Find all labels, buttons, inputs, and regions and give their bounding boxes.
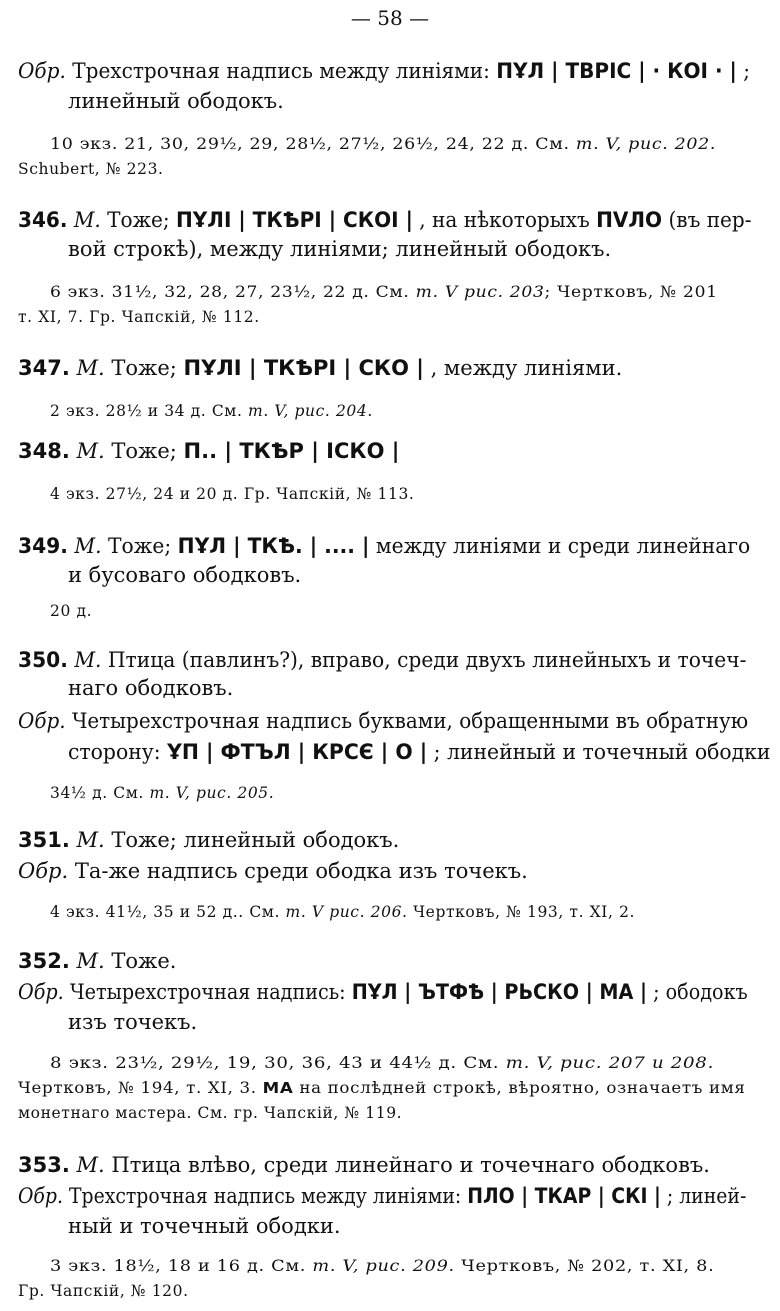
text-segment: Четырехстрочная надпись: [63,980,352,1004]
note-line [50,483,414,505]
text-segment: Чертковъ, № 193, т. XI, 2. [407,903,636,921]
text-segment: Трехстрочная надпись между линіями: [62,1184,468,1208]
text-segment: Птица влѣво, среди линейнаго и точечнаго ободковъ. [104,1153,710,1177]
note-line [50,281,718,303]
entry-line [18,205,752,235]
side-label: М. [76,828,105,852]
text-segment: Schubert, № 223. [18,160,164,178]
text-segment: Четырехстрочная надпись буквами, обращенными въ обратную [65,709,749,733]
entry-line [18,946,176,976]
entry-line [18,56,750,86]
entry-line [68,673,233,703]
note-line [50,600,92,622]
coin-inscription: ПҰЛ | ТВРІС | · КОІ · | [496,59,737,83]
entry-line [68,737,770,767]
coin-inscription: МА [262,1079,294,1097]
text-segment: сторону: [68,740,168,764]
text-segment: 3 экз. 18½, 18 и 16 д. См. [50,1257,313,1275]
text-segment: Тоже; [101,534,178,558]
coin-inscription: П.. | ТКѢР | ІСКО | [183,439,400,463]
text-segment: т. XI, 7. Гр. Чапскій, № 112. [18,308,260,326]
text-segment: Трехстрочная надпись между линіями: [65,59,497,83]
entry-number: 348. [18,439,70,463]
entry-line [18,1181,746,1211]
page-number: — 58 — [350,6,430,30]
note-line [50,400,373,422]
text-segment: вой строкѣ), между линіями; линейный ободокъ. [68,237,612,261]
text-segment [70,828,77,852]
note-line [50,1255,714,1277]
side-label: Обр. [18,1184,63,1208]
note-line [18,306,260,328]
coin-inscription: ПҰЛІ | ТКѢРІ | СКОІ | [175,208,413,232]
side-label: М. [74,648,102,672]
side-label: М. [76,356,105,380]
entry-number: 346. [18,208,68,232]
text-segment: и бусоваго ободковъ. [68,563,302,587]
plate-reference: т. V рис. 206. [285,903,408,921]
text-segment: наго ободковъ. [68,676,234,700]
entry-line [68,234,611,264]
text-segment: Тоже; линейный ободокъ. [104,828,400,852]
text-segment: между линіями и среди линейнаго [369,534,751,558]
entry-number: 353. [18,1153,70,1177]
coin-inscription: ПҰЛІ | ТКѢРІ | СКО | [183,356,424,380]
entry-number: 349. [18,534,68,558]
text-segment: монетнаго мастера. См. гр. Чапскій, № 119. [18,1104,403,1122]
text-segment [70,439,77,463]
side-label: Обр. [18,709,66,733]
text-segment: Тоже; [104,439,184,463]
plate-reference: т. V, рис. 202. [575,135,717,153]
note-line [18,1102,402,1124]
plate-reference: т. V, рис. 209. [312,1257,455,1275]
entry-number: 350. [18,648,68,672]
text-segment [70,949,77,973]
coin-inscription: ҰП | ФТЪЛ | КРСЄ | О | [167,740,428,764]
entry-line [18,1150,710,1180]
side-label: Обр. [18,59,66,83]
entry-line [18,856,528,886]
entry-line [68,1007,197,1037]
note-line [18,1077,746,1099]
entry-line [68,86,284,116]
text-segment: Тоже; [100,208,176,232]
text-segment: , на нѣкоторыхъ [412,208,597,232]
side-label: Обр. [18,980,64,1004]
text-segment: Чертковъ, № 194, т. XI, 3. [18,1079,263,1097]
entry-number: 352. [18,949,70,973]
text-segment [70,356,77,380]
coin-inscription: ПЛО | ТКАР | СКІ | [467,1184,661,1208]
coin-inscription: ПҰЛ | ТКѢ. | .... | [177,534,370,558]
text-segment: ; [736,59,751,83]
text-segment: Птица (павлинъ?), вправо, среди двухъ линейныхъ и точеч- [101,648,747,672]
text-segment: изъ точекъ. [68,1010,198,1034]
text-segment: на послѣдней строкѣ, вѣроятно, означаетъ имя [293,1079,746,1097]
text-segment: 4 экз. 27½, 24 и 20 д. Гр. Чапскій, № 113. [50,485,415,503]
text-segment: 8 экз. 23½, 29½, 19, 30, 36, 43 и 44½ д. См. [50,1054,506,1072]
plate-reference: т. V, рис. 207 и 208. [505,1054,715,1072]
text-segment: ; линейный и точечный ободки [427,740,771,764]
note-line [50,133,716,155]
side-label: М. [76,1153,105,1177]
coin-inscription: ПҰЛ | ЪТФѢ | РЬСКО | МА | [351,980,647,1004]
entry-number: 347. [18,356,70,380]
note-line [50,782,274,804]
side-label: Обр. [18,859,69,883]
entry-line [18,436,399,466]
entry-line [18,645,746,675]
text-segment: 20 д. [50,602,93,620]
text-segment [70,1153,77,1177]
text-segment: Тоже; [104,356,184,380]
entry-line [18,353,622,383]
text-segment: (въ пер- [662,208,752,232]
entry-number: 351. [18,828,70,852]
entry-line [18,825,399,855]
note-line [18,158,164,180]
plate-reference: т. V рис. 203 [415,283,545,301]
entry-line [18,706,748,736]
text-segment: 6 экз. 31½, 32, 28, 27, 23½, 22 д. См. [50,283,416,301]
text-segment: ный и точечный ободки. [68,1214,341,1238]
text-segment: ; линей- [660,1184,747,1208]
plate-reference: т. V, рис. 205. [149,784,275,802]
entry-line [68,560,301,590]
text-segment: 2 экз. 28½ и 34 д. См. [50,402,249,420]
entry-line [18,531,750,561]
side-label: М. [73,208,101,232]
side-label: М. [74,534,102,558]
text-segment: Та-же надпись среди ободка изъ точекъ. [68,859,528,883]
text-segment: , между линіями. [423,356,623,380]
side-label: М. [76,949,105,973]
entry-line [18,977,748,1007]
text-segment: Чертковъ, № 202, т. XI, 8. [454,1257,715,1275]
plate-reference: т. V, рис. 204. [248,402,373,420]
note-line [50,901,635,923]
text-segment: линейный ободокъ. [68,89,284,113]
note-line [50,1052,714,1074]
entry-line [68,1211,341,1241]
text-segment: ; ободокъ [646,980,748,1004]
note-line [18,1280,189,1302]
text-segment: Гр. Чапскій, № 120. [18,1282,189,1300]
text-segment: ; Чертковъ, № 201 [544,283,718,301]
text-segment: 10 экз. 21, 30, 29½, 29, 28½, 27½, 26½, 24, 22 д. См. [50,135,576,153]
text-segment: 4 экз. 41½, 35 и 52 д.. См. [50,903,286,921]
text-segment: Тоже. [104,949,177,973]
text-segment: 34½ д. См. [50,784,150,802]
side-label: М. [76,439,105,463]
coin-inscription: ПVЛО [596,208,663,232]
